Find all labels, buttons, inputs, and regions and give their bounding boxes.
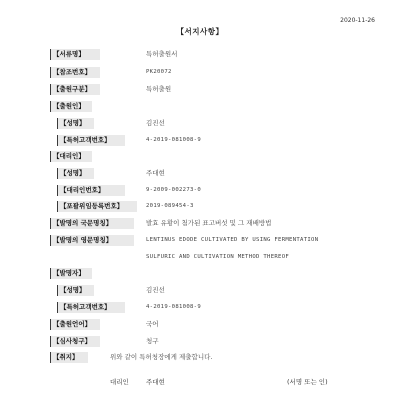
signature-note: (서명 또는 인) xyxy=(287,378,328,386)
field-value: 국어 xyxy=(146,320,159,328)
field-value-line2: SULFURIC AND CULTIVATION METHOD THEREOF xyxy=(146,254,290,260)
field-label: 【성명】 xyxy=(57,118,94,129)
field-agent-code xyxy=(57,185,380,196)
field-inventor-name xyxy=(57,285,380,296)
field-value: 4-2019-081008-9 xyxy=(146,137,202,143)
field-applicant-code xyxy=(57,135,380,146)
field-value: 9-2009-002273-0 xyxy=(146,187,202,193)
field-value: 청구 xyxy=(146,337,159,345)
field-purpose xyxy=(50,352,380,363)
section-agent xyxy=(50,151,380,162)
field-title-kr xyxy=(50,218,380,229)
field-doc-type xyxy=(50,49,380,60)
field-ref-no xyxy=(50,67,380,78)
field-label: 【발명의 국문명칭】 xyxy=(50,218,134,229)
field-value: 4-2019-081008-9 xyxy=(146,304,202,310)
field-value: 김진선 xyxy=(146,286,165,294)
field-agent-name xyxy=(57,168,380,179)
section-inventor xyxy=(50,268,380,279)
section-label: 【대리인】 xyxy=(50,151,92,162)
field-title-en xyxy=(50,235,380,265)
field-inventor-code xyxy=(57,302,380,313)
field-exam-request xyxy=(50,336,380,347)
field-language xyxy=(50,319,380,330)
section-applicant xyxy=(50,101,380,112)
field-value: 김진선 xyxy=(146,119,165,127)
field-label: 【심사청구】 xyxy=(50,336,100,347)
signature-role: 대리인 xyxy=(110,378,129,386)
field-label: 【특허고객번호】 xyxy=(57,302,125,313)
field-value: LENTINUS EDODE CULTIVATED BY USING FERMENTATION xyxy=(146,237,319,243)
field-label: 【성명】 xyxy=(57,285,94,296)
field-label: 【출원구분】 xyxy=(50,84,100,95)
document-title: 【서지사항】 xyxy=(176,27,224,36)
field-value: 특허출원 xyxy=(146,85,172,93)
field-value: 2019-089454-3 xyxy=(146,203,194,209)
section-label: 【출원인】 xyxy=(50,101,92,112)
field-value: 위와 같이 특허청장에게 제출합니다. xyxy=(110,353,213,361)
field-label: 【성명】 xyxy=(57,168,94,179)
field-label: 【출원언어】 xyxy=(50,319,100,330)
field-label: 【포괄위임등록번호】 xyxy=(57,201,137,212)
field-label: 【발명의 영문명칭】 xyxy=(50,235,134,246)
signature-name: 주대현 xyxy=(146,378,165,386)
field-label: 【참조번호】 xyxy=(50,67,100,78)
field-label: 【서류명】 xyxy=(50,49,100,60)
field-label: 【특허고객번호】 xyxy=(57,135,125,146)
field-value: 발효 유황이 첨가된 표고버섯 및 그 재배방법 xyxy=(146,219,272,227)
field-applicant-name xyxy=(57,118,380,129)
field-value: 특허출원서 xyxy=(146,50,178,58)
field-value: 주대현 xyxy=(146,169,165,177)
field-value: PK20072 xyxy=(146,69,172,75)
submission-date: 2020-11-26 xyxy=(340,17,375,24)
section-label: 【발명자】 xyxy=(50,268,92,279)
field-label: 【대리인번호】 xyxy=(57,185,125,196)
field-agent-reg xyxy=(57,201,380,212)
field-app-type xyxy=(50,84,380,95)
field-label: 【취지】 xyxy=(50,352,88,363)
